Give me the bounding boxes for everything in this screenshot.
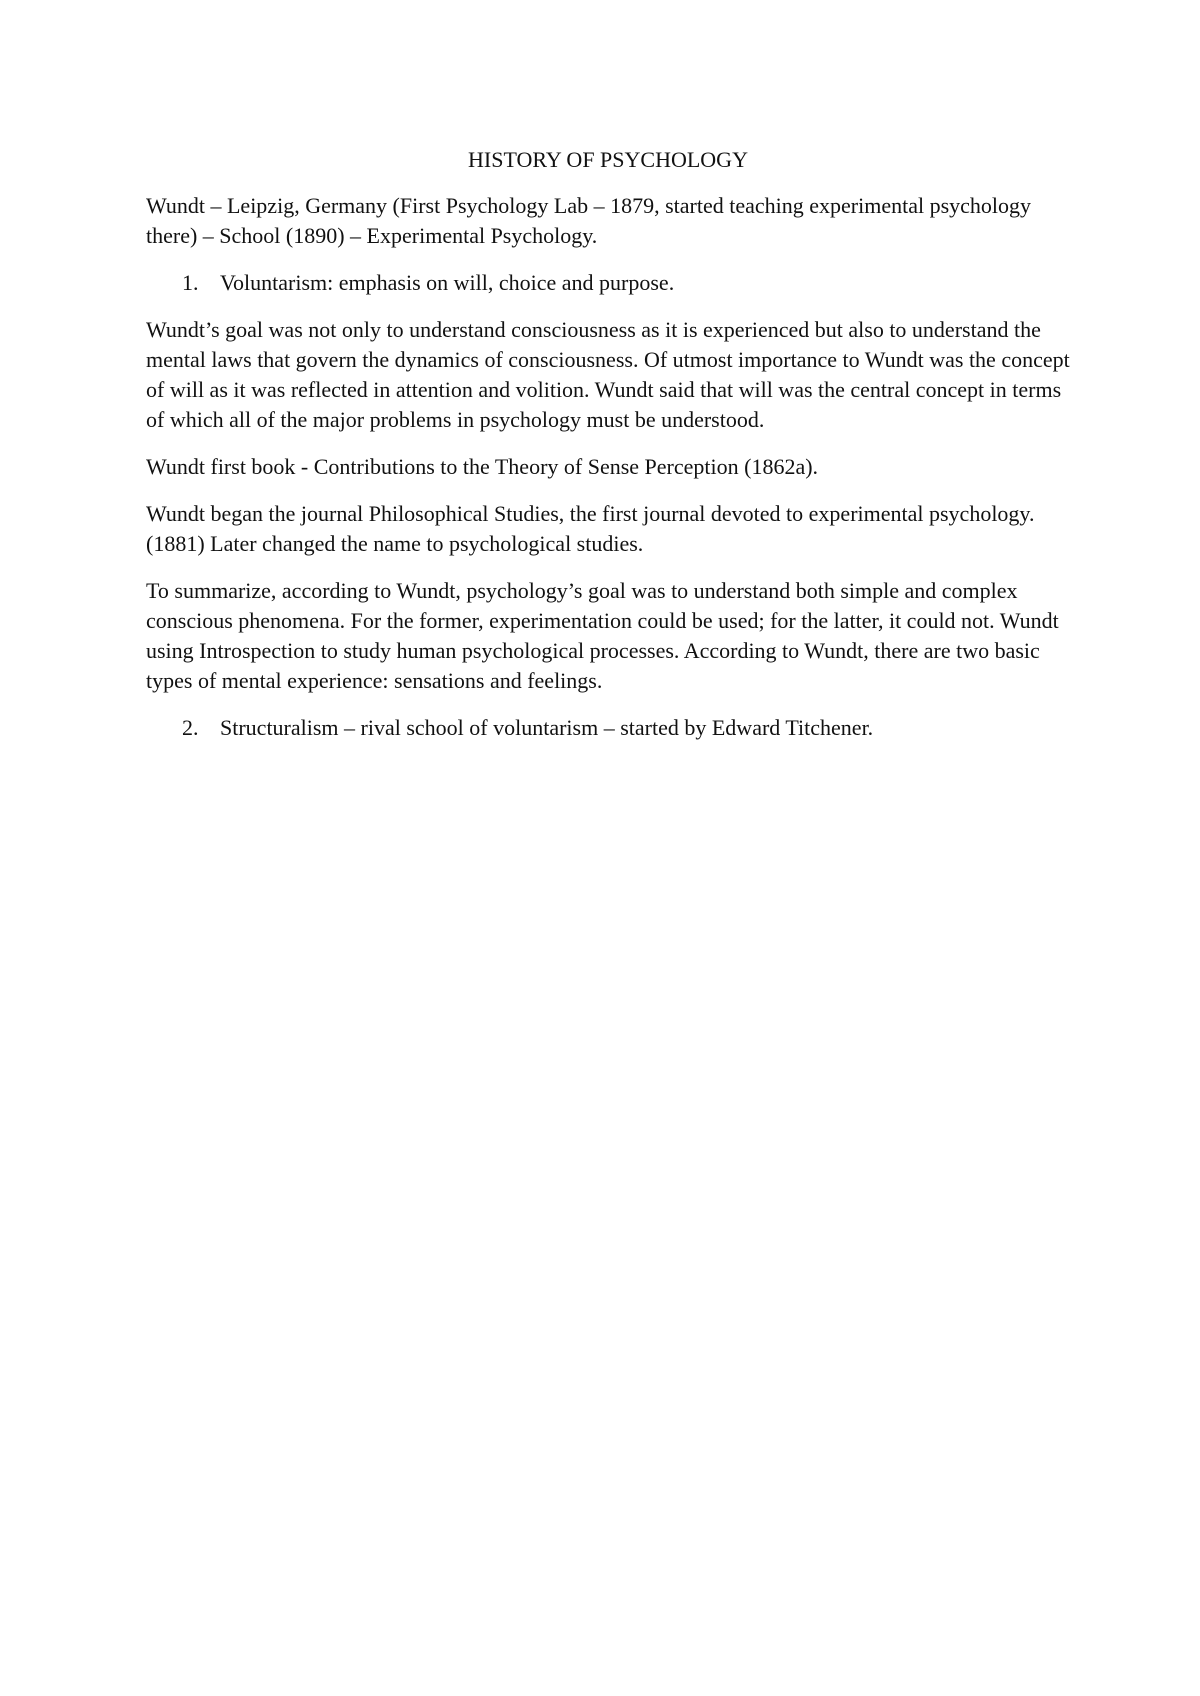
book-paragraph: Wundt first book - Contributions to the Theory of Sense Perception (1862a). bbox=[146, 454, 819, 479]
list-number: 2. bbox=[182, 715, 199, 740]
journal-paragraph: Wundt began the journal Philosophical Studies, the first journal devoted to experimental psychology. (1881) Later changed the name to psychological studies. bbox=[146, 501, 1035, 556]
list-item-voluntarism bbox=[146, 268, 1070, 298]
document-body bbox=[146, 145, 1070, 760]
goal-paragraph: Wundt’s goal was not only to understand consciousness as it is experienced but also to understand the mental laws that govern the dynamics of consciousness. Of utmost importance to Wundt was the concept of will as it was reflected in attention and volition. Wundt said that will was the central concept in terms of which all of the major problems in psychology must be understood. bbox=[146, 317, 1070, 432]
list-item-structuralism bbox=[146, 713, 1070, 743]
list-item-text: Structuralism – rival school of voluntarism – started by Edward Titchener. bbox=[220, 715, 874, 740]
list-item-text: Voluntarism: emphasis on will, choice and purpose. bbox=[220, 270, 675, 295]
intro-paragraph: Wundt – Leipzig, Germany (First Psychology Lab – 1879, started teaching experimental psychology there) – School (1890) – Experimental Psychology. bbox=[146, 193, 1032, 248]
document-title: HISTORY OF PSYCHOLOGY bbox=[468, 147, 748, 172]
summary-paragraph: To summarize, according to Wundt, psychology’s goal was to understand both simple and complex conscious phenomena. For the former, experimentation could be used; for the latter, it could not. Wundt using Introspection to study human psychological processes. According to Wundt, there are two basic types of mental experience: sensations and feelings. bbox=[146, 578, 1059, 693]
list-number: 1. bbox=[182, 270, 199, 295]
